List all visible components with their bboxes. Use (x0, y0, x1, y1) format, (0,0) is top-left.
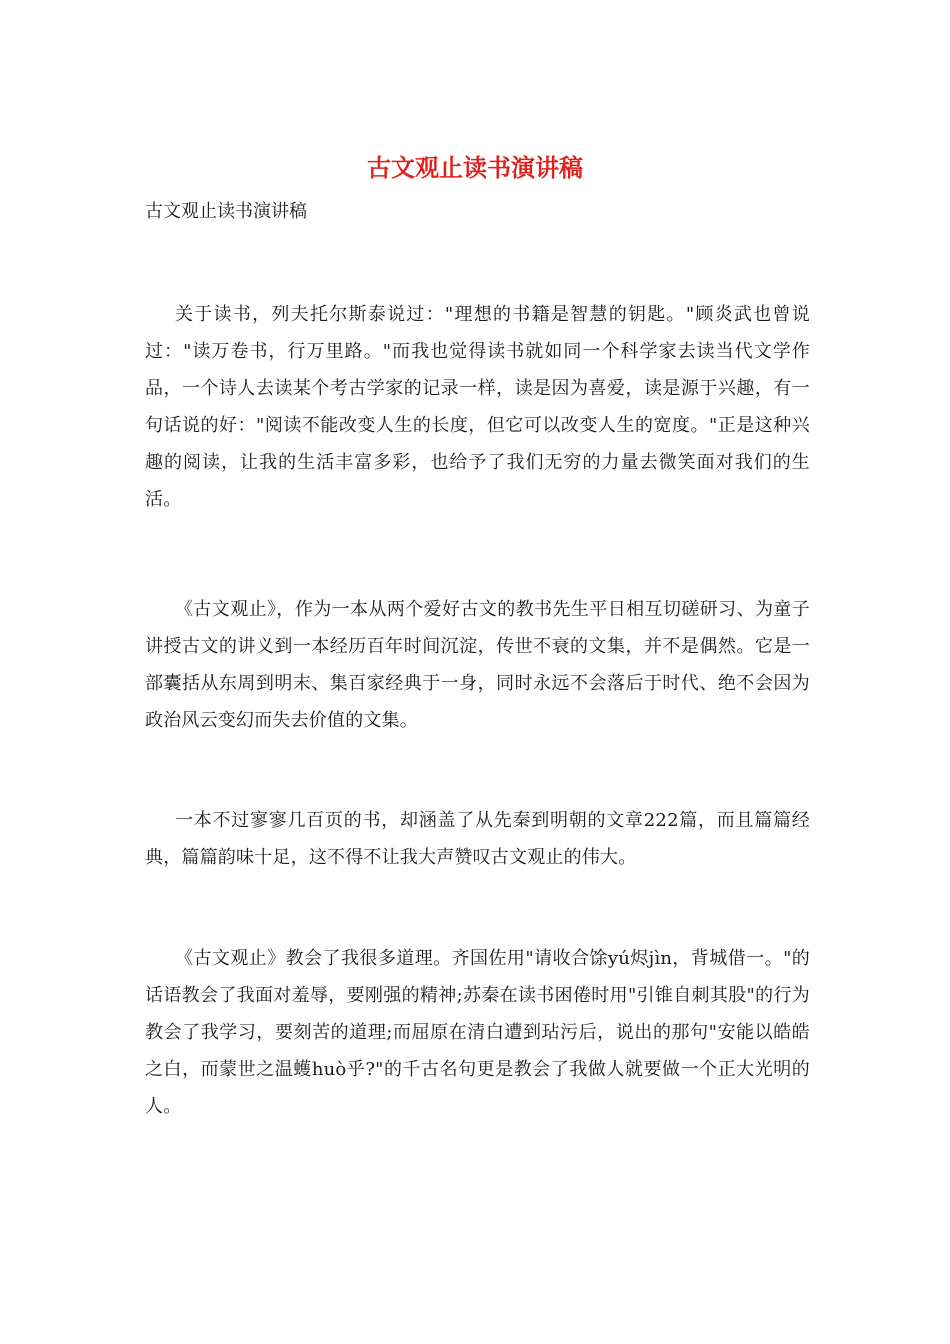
document-subtitle: 古文观止读书演讲稿 (145, 201, 307, 222)
document-title: 古文观止读书演讲稿 (367, 153, 583, 182)
paragraph-lessons-learned: 《古文观止》教会了我很多道理。齐国佐用"请收合馀yú烬jìn，背城借一。"的话语教会了我面对羞辱，要刚强的精神;苏秦在读书困倦时用"引锥自刺其股"的行为教会了我学习，要刻苦的道理;而屈原在清白遭到玷污后，说出的那句"安能以皓皓之白，而蒙世之温蠖huò乎?"的千古名句更是教会了我做人就要做一个正大光明的人。 (145, 948, 810, 1117)
paragraph-book-history: 《古文观止》，作为一本从两个爱好古文的教书先生平日相互切磋研习、为童子讲授古文的讲义到一本经历百年时间沉淀，传世不衰的文集，并不是偶然。它是一部囊括从东周到明末、集百家经典于一身，同时永远不会落后于时代、绝不会因为政治风云变幻而失去价值的文集。 (145, 599, 810, 731)
paragraph-book-scope: 一本不过寥寥几百页的书，却涵盖了从先秦到明朝的文章222篇，而且篇篇经典，篇篇韵味十足，这不得不让我大声赞叹古文观止的伟大。 (145, 810, 810, 868)
paragraph-tolstoy-quote: 关于读书，列夫托尔斯泰说过："理想的书籍是智慧的钥匙。"顾炎武也曾说过："读万卷书，行万里路。"而我也觉得读书就如同一个科学家去读当代文学作品，一个诗人去读某个考古学家的记录一样，读是因为喜爱，读是源于兴趣，有一句话说的好："阅读不能改变人生的长度，但它可以改变人生的宽度。"正是这种兴趣的阅读，让我的生活丰富多彩，也给予了我们无穷的力量去微笑面对我们的生活。 (145, 304, 810, 510)
